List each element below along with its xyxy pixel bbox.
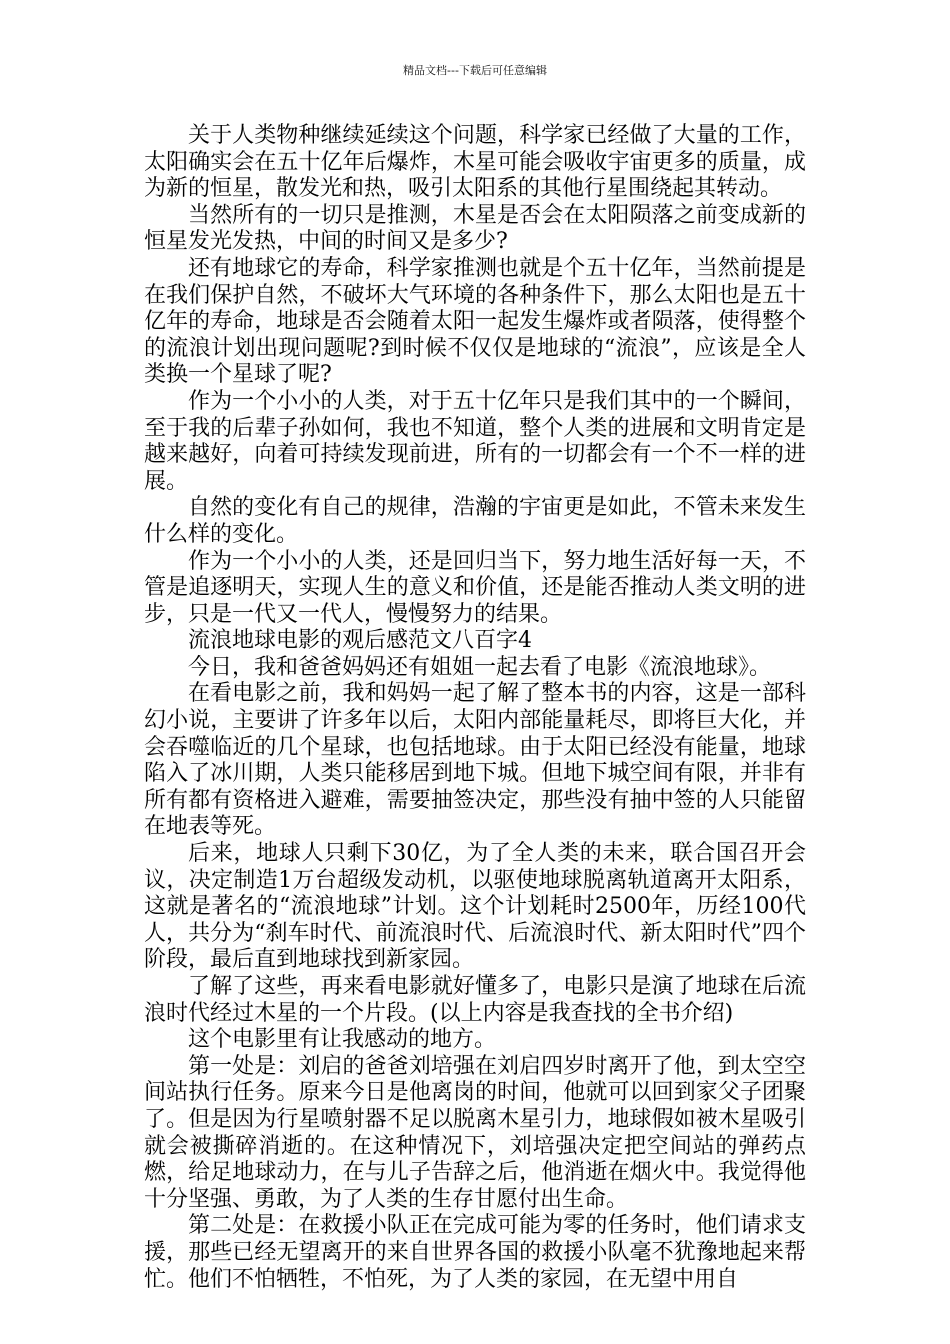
paragraph: 关于人类物种继续延续这个问题，科学家已经做了大量的工作，太阳确实会在五十亿年后爆炸，木星可能会吸收宇宙更多的质量，成为新的恒星，散发光和热，吸引太阳系的其他行星围绕起其转动。 xyxy=(144,123,806,202)
paragraph: 了解了这些，再来看电影就好懂多了，电影只是演了地球在后流浪时代经过木星的一个片段。(以上内容是我查找的全书介绍) xyxy=(144,974,806,1026)
paragraph: 第二处是：在救援小队正在完成可能为零的任务时，他们请求支援，那些已经无望离开的来自世界各国的救援小队毫不犹豫地起来帮忙。他们不怕牺牲，不怕死，为了人类的家园，在无望中用自 xyxy=(144,1213,806,1292)
paragraph: 自然的变化有自己的规律，浩瀚的宇宙更是如此，不管未来发生什么样的变化。 xyxy=(144,495,806,547)
paragraph: 今日，我和爸爸妈妈还有姐姐一起去看了电影《流浪地球》。 xyxy=(188,654,772,680)
section-heading: 流浪地球电影的观后感范文八百字4 xyxy=(188,628,532,654)
paragraph: 在看电影之前，我和妈妈一起了解了整本书的内容，这是一部科幻小说，主要讲了许多年以后，太阳内部能量耗尽，即将巨大化，并会吞噬临近的几个星球，也包括地球。由于太阳已经没有能量，地球陷入了冰川期，人类只能移居到地下城。但地下城空间有限，并非有所有都有资格进入避难，需要抽签决定，那些没有抽中签的人只能留在地表等死。 xyxy=(144,681,806,840)
paragraph: 后来，地球人只剩下30亿，为了全人类的未来，联合国召开会议，决定制造1万台超级发动机，以驱使地球脱离轨道离开太阳系，这就是著名的“流浪地球”计划。这个计划耗时2500年，历经100代人，共分为“刹车时代、前流浪时代、后流浪时代、新太阳时代”四个阶段，最后直到地球找到新家园。 xyxy=(144,841,806,973)
paragraph: 作为一个小小的人类，对于五十亿年只是我们其中的一个瞬间，至于我的后辈子孙如何，我也不知道，整个人类的进展和文明肯定是越来越好，向着可持续发现前进，所有的一切都会有一个不一样的进展。 xyxy=(144,388,806,494)
paragraph: 当然所有的一切只是推测，木星是否会在太阳陨落之前变成新的恒星发光发热，中间的时间又是多少? xyxy=(144,202,806,255)
paragraph: 第一处是：刘启的爸爸刘培强在刘启四岁时离开了他，到太空空间站执行任务。原来今日是他离岗的时间，他就可以回到家父子团聚了。但是因为行星喷射器不足以脱离木星引力，地球假如被木星吸引就会被撕碎消逝的。在这种情况下，刘培强决定把空间站的弹药点燃，给足地球动力，在与儿子告辞之后，他消逝在烟火中。我觉得他十分坚强、勇敢，为了人类的生存甘愿付出生命。 xyxy=(144,1053,806,1212)
document-body xyxy=(144,123,806,1293)
paragraph: 作为一个小小的人类，还是回归当下，努力地生活好每一天，不管是追逐明天，实现人生的意义和价值，还是能否推动人类文明的进步，只是一代又一代人，慢慢努力的结果。 xyxy=(144,548,806,627)
page-header: 精品文档---下载后可任意编辑 xyxy=(403,64,547,77)
paragraph: 还有地球它的寿命，科学家推测也就是个五十亿年，当然前提是在我们保护自然，不破坏大气环境的各种条件下，那么太阳也是五十亿年的寿命，地球是否会随着太阳一起发生爆炸或者陨落，使得整个的流浪计划出现问题呢?到时候不仅仅是地球的“流浪”，应该是全人类换一个星球了呢? xyxy=(144,255,806,388)
paragraph: 这个电影里有让我感动的地方。 xyxy=(188,1027,497,1053)
